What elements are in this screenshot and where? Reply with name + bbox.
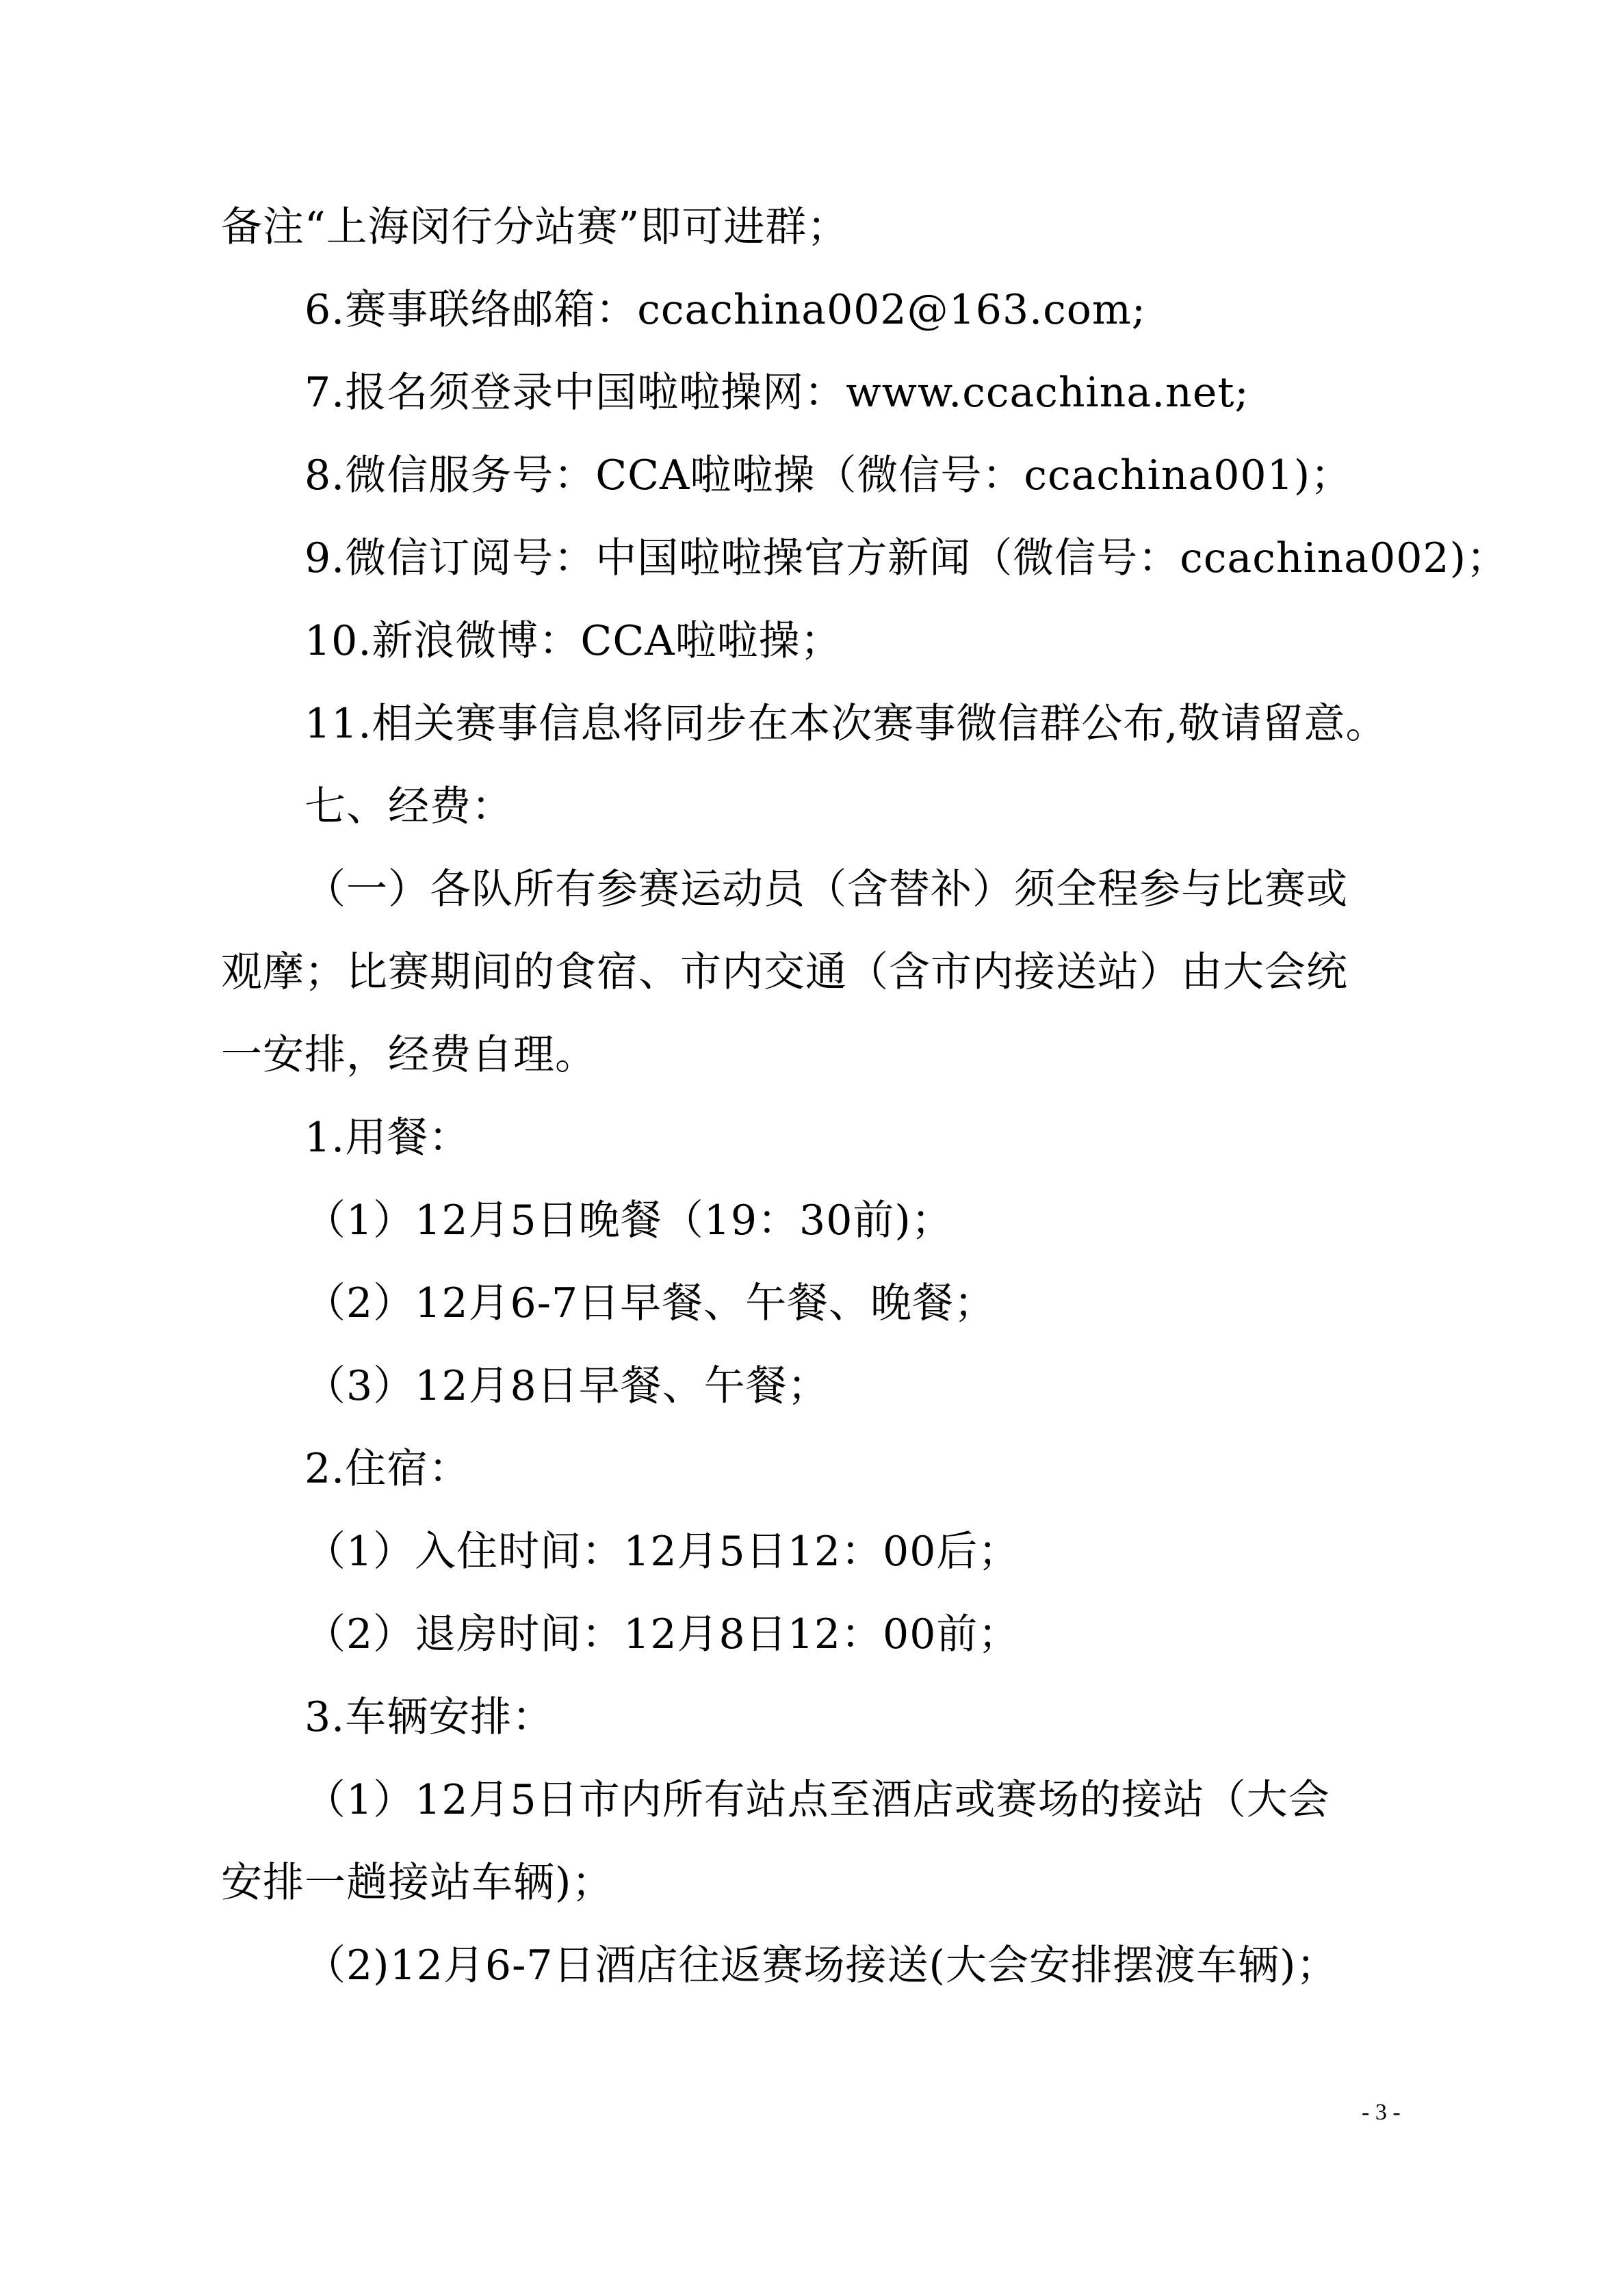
text-line-17: （1）入住时间：12月5日12：00后； <box>304 1528 1020 1576</box>
text-line-1: 备注“上海闵行分站赛”即可进群； <box>221 203 849 251</box>
text-line-19: 3.车辆安排： <box>304 1693 554 1741</box>
page-number: - 3 - <box>1362 2100 1401 2125</box>
text-line-12: 1.用餐： <box>304 1114 471 1162</box>
text-line-4: 8.微信服务号：CCA啦啦操（微信号：ccachina001)； <box>304 452 1353 499</box>
text-line-10: 观摩；比赛期间的食宿、市内交通（含市内接送站）由大会统 <box>221 948 1348 996</box>
text-line-5: 9.微信订阅号：中国啦啦操官方新闻（微信号：ccachina002)； <box>304 534 1509 582</box>
text-line-3: 7.报名须登录中国啦啦操网：www.ccachina.net; <box>304 369 1249 417</box>
text-line-22: （2)12月6-7日酒店往返赛场接送(大会安排摆渡车辆)； <box>304 1942 1338 1990</box>
text-line-9: （一）各队所有参赛运动员（含替补）须全程参与比赛或 <box>304 865 1348 913</box>
text-line-20: （1）12月5日市内所有站点至酒店或赛场的接站（大会 <box>304 1776 1330 1824</box>
text-line-14: （2）12月6-7日早餐、午餐、晚餐； <box>304 1279 996 1327</box>
text-line-11: 一安排，经费自理。 <box>221 1031 597 1079</box>
text-line-2: 6.赛事联络邮箱：ccachina002@163.com; <box>304 286 1147 334</box>
text-line-18: （2）退房时间：12月8日12：00前； <box>304 1610 1020 1658</box>
text-line-7: 11.相关赛事信息将同步在本次赛事微信群公布,敬请留意。 <box>304 700 1388 748</box>
text-line-21: 安排一趟接站车辆)； <box>221 1859 614 1907</box>
section-heading-expenses: 七、经费： <box>304 783 513 831</box>
text-line-6: 10.新浪微博：CCA啦啦操； <box>304 617 842 665</box>
text-line-13: （1）12月5日晚餐（19：30前)； <box>304 1197 953 1244</box>
text-line-16: 2.住宿： <box>304 1445 471 1493</box>
text-line-15: （3）12月8日早餐、午餐； <box>304 1362 829 1410</box>
